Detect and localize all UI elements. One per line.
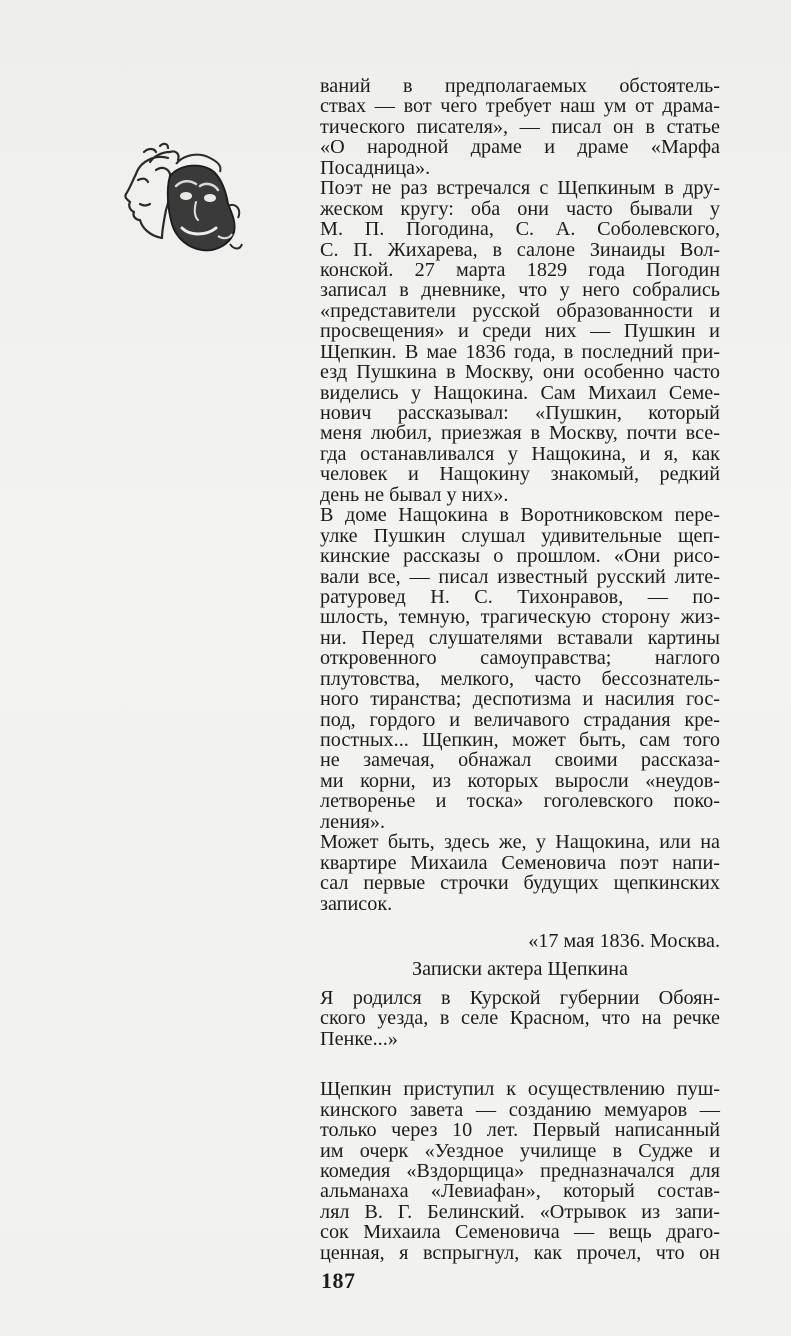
paragraph-3 [320, 505, 720, 832]
text-line: меня любил, приезжая в Москву, почти все- [320, 422, 720, 445]
text-line: летворенье и тоска» гоголевского поко- [320, 790, 720, 813]
text-line: записал в дневнике, что у него собрались [320, 279, 720, 302]
text-line: под, гордого и величавого страдания кре- [320, 708, 720, 731]
text-line: Пенке...» [320, 1027, 398, 1050]
text-line: С. П. Жихарева, в салоне Зинаиды Вол- [320, 238, 720, 261]
text-line: ского уезда, в селе Красном, что на речке [320, 1007, 720, 1030]
text-line: лял В. Г. Белинский. «Отрывок из запи- [320, 1200, 720, 1223]
text-line: ратуровед Н. С. Тихонравов, — по- [320, 585, 720, 608]
text-line: день не бывал у них». [320, 483, 509, 506]
page-number: 187 [321, 1268, 356, 1293]
text-line: Щепкин. В мае 1836 года, в последний при- [320, 340, 720, 363]
text-line: не замечая, обнажал своими рассказа- [320, 749, 720, 772]
quote-date-line: «17 мая 1836. Москва. [528, 929, 720, 952]
text-line: кинские рассказы о прошлом. «Они рисо- [320, 545, 720, 568]
text-line: жеском кругу: оба они часто бывали у [320, 197, 720, 220]
text-line: ми корни, из которых выросли «неудов- [320, 769, 720, 792]
paragraph-2 [320, 178, 720, 505]
text-line: ного тиранства; деспотизма и насилия гос- [320, 688, 720, 711]
paragraph-final [320, 1079, 720, 1263]
text-line: нович рассказывал: «Пушкин, который [320, 402, 720, 424]
text-line: гда останавливался у Нащокина, и я, как [320, 442, 720, 465]
text-line: квартире Михаила Семеновича поэт напи- [320, 851, 720, 874]
text-line: человек и Нащокину знакомый, редкий [320, 463, 720, 486]
text-line: ления». [320, 810, 386, 833]
text-line: альманаха «Левиафан», который состав- [320, 1180, 720, 1203]
text-line: кинского завета — созданию мемуаров — [320, 1098, 720, 1121]
text-line: В доме Нащокина в Воротниковском пере- [320, 504, 720, 527]
paragraph-1 [320, 76, 720, 178]
text-line: Поэт не раз встречался с Щепкиным в дру- [320, 177, 720, 200]
quotation-block [320, 930, 720, 1049]
text-line: Я родился в Курской губернии Обоян- [320, 986, 720, 1009]
text-line: вали все, — писал известный русский лите- [320, 565, 720, 588]
text-line: Щепкин приступил к осуществлению пуш- [320, 1078, 720, 1101]
text-line: «представители русской образованности и [320, 299, 720, 322]
text-line: улке Пушкин слушал удивительные щеп- [320, 524, 720, 547]
text-line: Может быть, здесь же, у Нащокина, или на [320, 831, 720, 854]
quote-title: Записки актера Щепкина [412, 957, 628, 980]
text-line: комедия «Вздорщица» предназначался для [320, 1160, 720, 1182]
text-line: виделись у Нащокина. Сам Михаил Семе- [320, 381, 720, 404]
paragraph-4 [320, 832, 720, 914]
text-line: ни. Перед слушателями вставали картины [320, 626, 720, 649]
text-line: ценная, я вспрыгнул, как прочел, что он [320, 1241, 720, 1264]
text-line: М. П. Погодина, С. А. Соболевского, [320, 218, 720, 241]
text-line: «О народной драме и драме «Марфа [320, 136, 720, 159]
text-line: сок Михаила Семеновича — вещь драго- [320, 1221, 720, 1244]
text-line: ствах — вот чего требует наш ум от драма- [320, 95, 720, 118]
text-line: конской. 27 марта 1829 года Погодин [320, 258, 720, 281]
text-line: им очерк «Уездное училище в Судже и [320, 1139, 720, 1162]
text-line: шлость, темную, трагическую сторону жиз- [320, 606, 720, 629]
text-line: откровенного самоуправства; наглого [320, 647, 720, 670]
text-line: записок. [320, 892, 393, 915]
text-line: тического писателя», — писал он в статье [320, 115, 720, 138]
text-line: только через 10 лет. Первый написанный [320, 1119, 720, 1142]
text-line: езд Пушкина в Москву, они особенно часто [320, 361, 720, 384]
text-line: постных... Щепкин, может быть, сам того [320, 729, 720, 751]
text-line: просвещения» и среди них — Пушкин и [320, 320, 720, 343]
text-line: сал первые строчки будущих щепкинских [320, 872, 720, 895]
text-line: ваний в предполагаемых обстоятель- [320, 75, 720, 97]
text-line: Посадница». [320, 156, 431, 179]
theatre-masks-icon [110, 140, 250, 260]
text-line: плутовства, мелкого, часто бессознатель- [320, 667, 720, 690]
text-column [320, 76, 720, 1263]
